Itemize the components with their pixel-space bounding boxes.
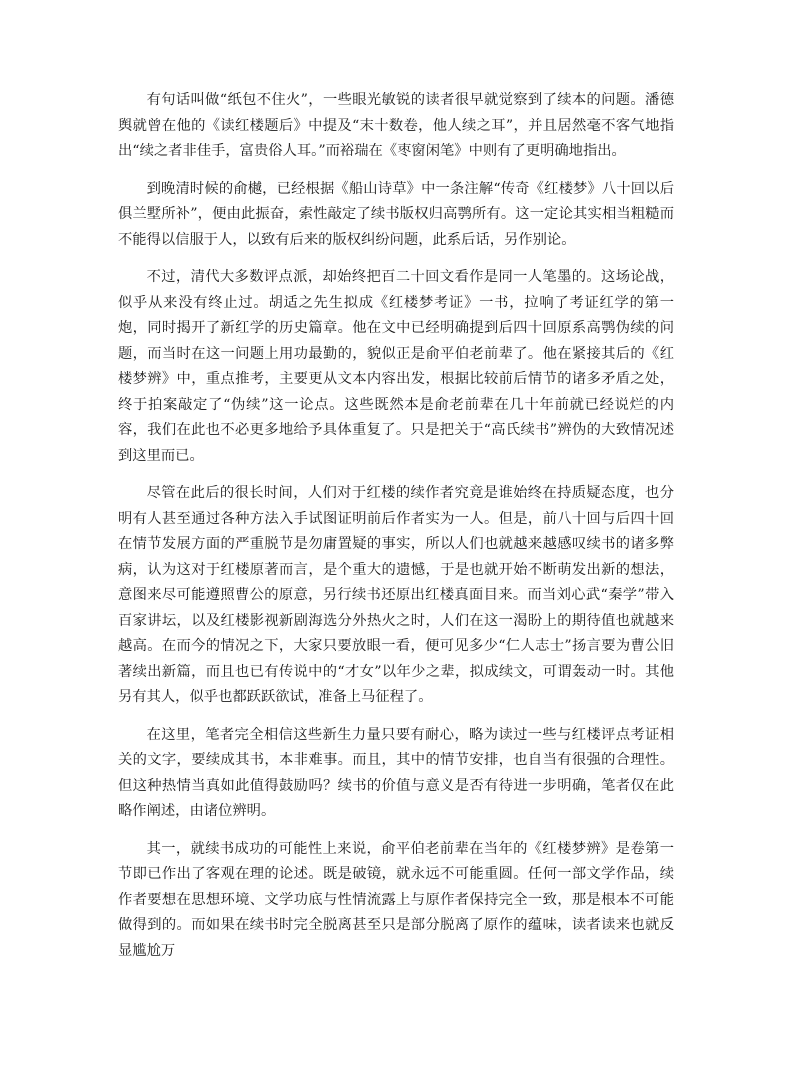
paragraph-6: 其一，就续书成功的可能性上来说，俞平伯老前辈在当年的《红楼梦辨》是卷第一节即已作出了客观在理的论述。既是破镜，就永远不可能重圆。任何一部文学作品，续作者要想在思想环境、文学功底与性情流露上与原作者保持完全一致，那是根本不可能做得到的。而如果在续书时完全脱离甚至只是部分脱离了原作的蕴味，读者读来也就反显尴尬万: [118, 840, 674, 959]
document-body: [118, 88, 674, 976]
paragraph-4: 尽管在此后的很长时间，人们对于红楼的续作者究竟是谁始终在持质疑态度，也分明有人甚至通过各种方法入手试图证明前后作者实为一人。但是，前八十回与后四十回在情节发展方面的严重脱节是勿庸置疑的事实，所以人们也就越来越感叹续书的诸多弊病，认为这对于红楼原著而言，是个重大的遗憾，于是也就开始不断萌发出新的想法，意图来尽可能遵照曹公的原意，另行续书还原出红楼真面目来。而当刘心武“秦学”带入百家讲坛，以及红楼影视新剧海选分外热火之时，人们在这一渴盼上的期待值也就越来越高。在而今的情况之下，大家只要放眼一看，便可见多少“仁人志士”扬言要为曹公旧著续出新篇，而且也已有传说中的“才女”以年少之辈，拟成续文，可谓轰动一时。其他另有其人，似乎也都跃跃欲试，准备上马征程了。: [118, 485, 674, 705]
paragraph-3: 不过，清代大多数评点派，却始终把百二十回文看作是同一人笔墨的。这场论战，似乎从来没有终止过。胡适之先生拟成《红楼梦考证》一书，拉响了考证红学的第一炮，同时揭开了新红学的历史篇章。他在文中已经明确提到后四十回原系高鹗伪续的问题，而当时在这一问题上用功最勤的，貌似正是俞平伯老前辈了。他在紧接其后的《红楼梦辨》中，重点推考，主要更从文本内容出发，根据比较前后情节的诸多矛盾之处，终于拍案敲定了“伪续”这一论点。这些既然本是俞老前辈在几十年前就已经说烂的内容，我们在此也不必更多地给予具体重复了。只是把关于“高氏续书”辨伪的大致情况述到这里而已。: [118, 269, 674, 464]
paragraph-5: 在这里，笔者完全相信这些新生力量只要有耐心，略为读过一些与红楼评点考证相关的文字，要续成其书，本非难事。而且，其中的情节安排，也自当有很强的合理性。但这种热情当真如此值得鼓励吗？续书的价值与意义是否有待进一步明确，笔者仅在此略作阐述，由诸位辨明。: [118, 726, 674, 819]
paragraph-2: 到晚清时候的俞樾，已经根据《船山诗草》中一条注解“传奇《红楼梦》八十回以后俱兰墅所补”，便由此振奋，索性敲定了续书版权归高鹗所有。这一定论其实相当粗糙而不能得以信服于人，以致有后来的版权纠纷问题，此系后话，另作别论。: [118, 180, 674, 248]
paragraph-1: 有句话叫做“纸包不住火”，一些眼光敏锐的读者很早就觉察到了续本的问题。潘德舆就曾在他的《读红楼题后》中提及“末十数卷，他人续之耳”，并且居然毫不客气地指出“续之者非佳手，富贵俗人耳。”而裕瑞在《枣窗闲笔》中则有了更明确地指出。: [118, 92, 674, 159]
